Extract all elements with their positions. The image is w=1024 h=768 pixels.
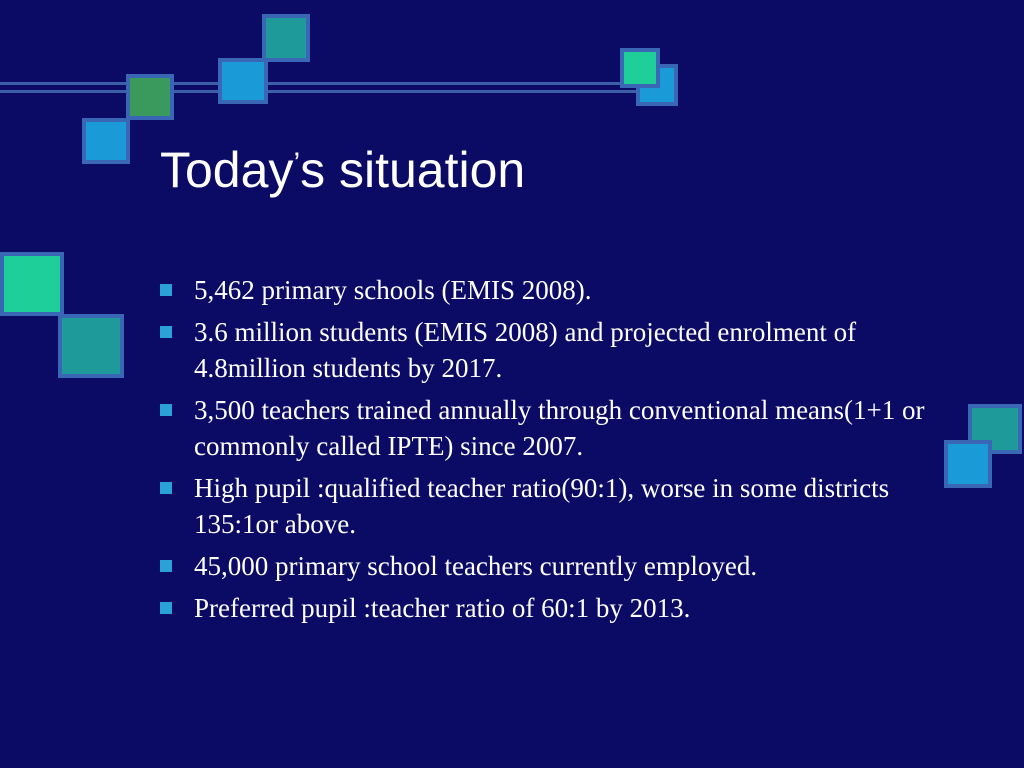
decor-square bbox=[58, 314, 124, 378]
title-text-part1: Today bbox=[160, 142, 294, 198]
decor-square bbox=[82, 118, 130, 164]
bullet-text: High pupil :qualified teacher ratio(90:1), worse in some districts 135:1or above. bbox=[194, 473, 890, 539]
bullet-text: 5,462 primary schools (EMIS 2008). bbox=[194, 275, 592, 305]
bullet-item bbox=[160, 314, 960, 386]
decor-line-top bbox=[0, 82, 660, 85]
bullet-item bbox=[160, 590, 960, 626]
bullet-text: 3.6 million students (EMIS 2008) and projected enrolment of 4.8million students by 2017. bbox=[194, 317, 857, 383]
title-text-part2: s situation bbox=[300, 142, 526, 198]
decor-square bbox=[262, 14, 310, 62]
bullet-text: 3,500 teachers trained annually through conventional means(1+1 or commonly called IPTE) since 2007. bbox=[194, 395, 925, 461]
title-apostrophe: ’ bbox=[293, 147, 301, 180]
square-bullet-icon bbox=[160, 482, 172, 494]
bullet-item bbox=[160, 548, 960, 584]
decor-line-bottom bbox=[0, 90, 660, 93]
bullet-list bbox=[160, 272, 960, 632]
bullet-item bbox=[160, 470, 960, 542]
bullet-text: Preferred pupil :teacher ratio of 60:1 by 2013. bbox=[194, 593, 691, 623]
bullet-text: 45,000 primary school teachers currently employed. bbox=[194, 551, 758, 581]
bullet-item bbox=[160, 392, 960, 464]
decor-square bbox=[218, 58, 268, 104]
slide-title bbox=[160, 140, 525, 200]
square-bullet-icon bbox=[160, 284, 172, 296]
decor-square bbox=[0, 252, 64, 316]
square-bullet-icon bbox=[160, 602, 172, 614]
decor-square bbox=[620, 48, 660, 88]
square-bullet-icon bbox=[160, 560, 172, 572]
bullet-item bbox=[160, 272, 960, 308]
square-bullet-icon bbox=[160, 326, 172, 338]
decor-square bbox=[126, 74, 174, 120]
square-bullet-icon bbox=[160, 404, 172, 416]
